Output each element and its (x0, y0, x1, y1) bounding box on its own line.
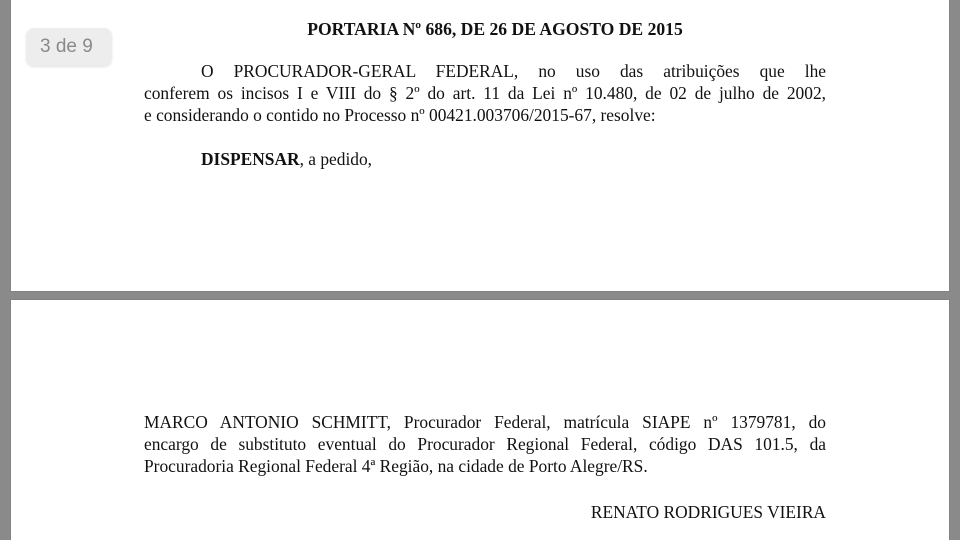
paragraph-line: Procuradoria Regional Federal 4ª Região, na cidade de Porto Alegre/RS. (144, 456, 648, 476)
signature-name: RENATO RODRIGUES VIEIRA (590, 502, 826, 522)
paragraph-line: MARCO ANTONIO SCHMITT, Procurador Federal, matrícula SIAPE nº 1379781, do (144, 412, 826, 432)
document-title: PORTARIA Nº 686, DE 26 DE AGOSTO DE 2015 (307, 19, 683, 39)
paragraph-line: e considerando o contido no Processo nº 00421.003706/2015-67, resolve: (144, 105, 656, 125)
dispensar-keyword: DISPENSAR (201, 149, 300, 169)
dispensar-rest: , a pedido, (299, 149, 373, 169)
paragraph-line: encargo de substituto eventual do Procurador Regional Federal, código DAS 101.5, da (144, 434, 826, 454)
page-indicator: 3 de 9 (26, 28, 112, 66)
paragraph-line: O PROCURADOR-GERAL FEDERAL, no uso das atribuições que lhe (201, 61, 826, 81)
dispensar-line (201, 148, 372, 170)
paragraph-line: conferem os incisos I e VIII do § 2º do art. 11 da Lei nº 10.480, de 02 de julho de 2002, (144, 83, 826, 103)
body-paragraph-1 (144, 60, 826, 126)
document-page-3[interactable] (11, 0, 949, 291)
document-page-4[interactable] (11, 300, 949, 540)
body-paragraph-2 (144, 411, 826, 477)
